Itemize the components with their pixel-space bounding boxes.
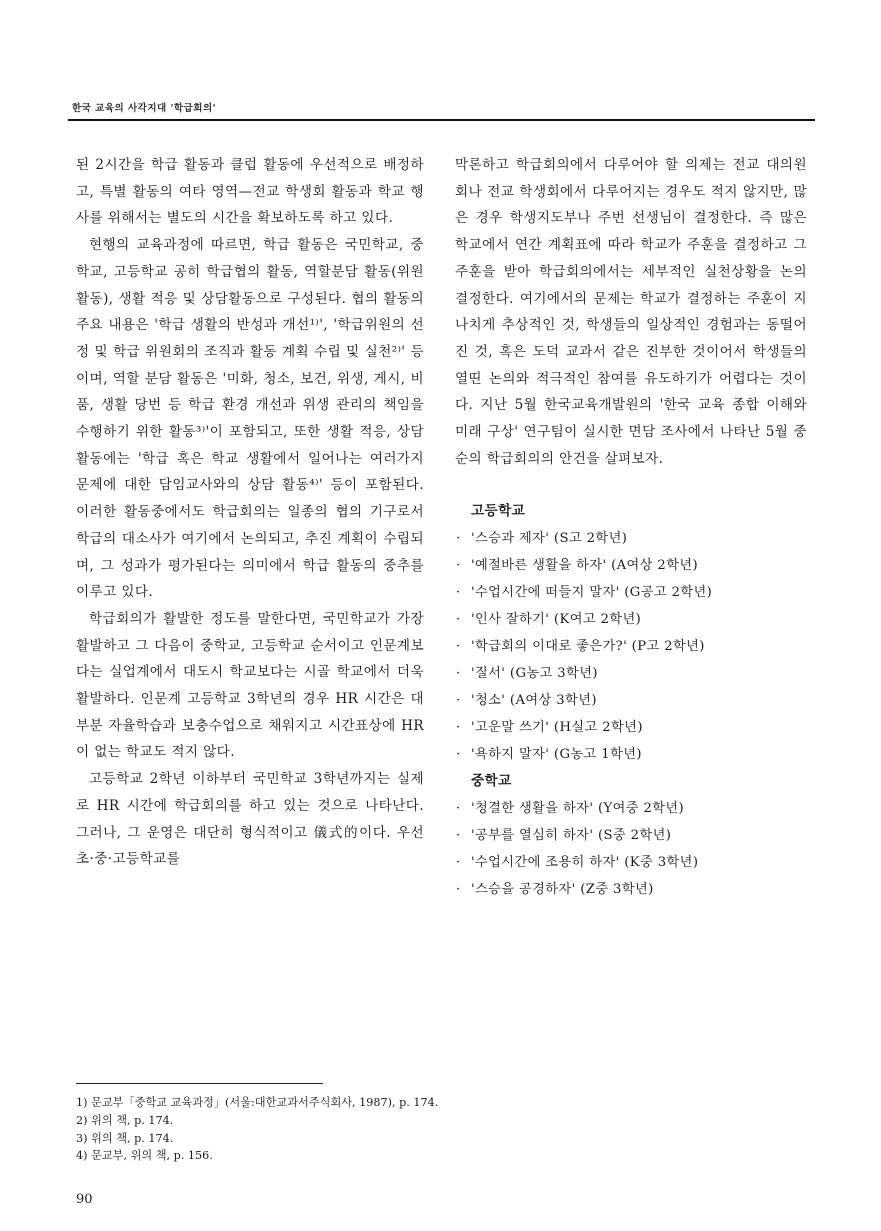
list-item xyxy=(455,741,807,768)
list-item xyxy=(455,633,807,660)
body-paragraph-1: 된 2시간을 학급 활동과 클럽 활동에 우선적으로 배정하고, 특별 활동의 여타 영역—전교 학생회 활동과 학교 행사를 위해서는 별도의 시간을 확보하도록 하고 있다. xyxy=(76,157,424,227)
footnote: 3) 위의 책, p. 174. xyxy=(76,1131,174,1145)
list-item-text: '청소' (A여상 3학년) xyxy=(471,693,597,709)
footnote-rule xyxy=(76,1083,323,1084)
page-number: 90 xyxy=(76,1192,93,1207)
list-item-text: '수업시간에 조용히 하자' (K중 3학년) xyxy=(471,855,699,871)
bullet-mark: · xyxy=(456,882,461,898)
bullet-mark: · xyxy=(456,639,461,655)
list-item-text: '학급회의 이대로 좋은가?' (P고 2학년) xyxy=(471,639,705,655)
body-paragraph-2: 현행의 교육과정에 따르면, 학급 활동은 국민학교, 중학교, 고등학교 공히 학급협의 활동, 역할분담 활동(위원활동), 생활 적응 및 상담활동으로 구성된다. 협의 활동의 주요 내용은 '학급 생활의 반성과 개선¹⁾', '학급위원의 선정 및 학급 위원회의 조직과 활동 계획 수립 및 실천²⁾' 등이며, 역할 분담 활동은 '미화, 청소, 보건, 위생, 게시, 비품, 생활 당번 등 학급 환경 개선과 위생 관리의 책임을 수행하기 위한 활동³⁾'이 포함되고, 또한 생활 적응, 상담 활동에는 '학급 혹은 학교 생활에서 일어나는 여러가지 문제에 대한 담임교사와의 상담 활동⁴⁾' 등이 포함된다. 이러한 활동중에서도 학급회의는 일종의 협의 기구로서 학급의 대소사가 여기에서 논의되고, 추진 계획이 수립되며, 그 성과가 평가된다는 의미에서 학급 활동의 중추를 이루고 있다. xyxy=(76,237,424,601)
footnote: 1) 문교부「중학교 교육과정」(서울:대한교과서주식회사, 1987), p. 174. xyxy=(76,1096,439,1109)
bullet-mark: · xyxy=(456,801,461,817)
body-paragraph-4: 고등학교 2학년 이하부터 국민학교 3학년까지는 실제로 HR 시간에 학급회의를 하고 있는 것으로 나타난다. 그러나, 그 운영은 대단히 형식적이고 儀式的이다. 우선 초·중·고등학교를 xyxy=(76,771,424,868)
bullet-mark: · xyxy=(456,531,461,547)
list-item-text: '질서' (G농고 3학년) xyxy=(471,666,598,682)
bullet-mark: · xyxy=(456,720,461,736)
bullet-mark: · xyxy=(456,612,461,628)
footnote: 2) 위의 책, p. 174. xyxy=(76,1113,174,1127)
footnote: 4) 문교부, 위의 책, p. 156. xyxy=(76,1149,213,1163)
list-item-text: '스승과 제자' (S고 2학년) xyxy=(471,531,628,547)
list-item xyxy=(455,876,807,903)
bullet-mark: · xyxy=(456,558,461,574)
bullet-mark: · xyxy=(456,585,461,601)
list-item-text: '예절바른 생활을 하자' (A여상 2학년) xyxy=(471,558,699,574)
list-item xyxy=(455,714,807,741)
list-item-text: '스승을 공경하자' (Z중 3학년) xyxy=(471,882,654,898)
list-item xyxy=(455,552,807,579)
body-paragraph-3: 학급회의가 활발한 정도를 말한다면, 국민학교가 가장 활발하고 그 다음이 중학교, 고등학교 순서이고 인문계보다는 실업계에서 대도시 학교보다는 시골 학교에서 더욱 활발하다. 인문계 고등학교 3학년의 경우 HR 시간은 대부분 자율학습과 보충수업으로 채워지고 시간표상에 HR이 없는 학교도 적지 않다. xyxy=(76,610,424,761)
list-item xyxy=(455,525,807,552)
left-column xyxy=(76,152,424,873)
bullet-mark: · xyxy=(456,666,461,682)
body-paragraph-5: 막론하고 학급회의에서 다루어야 할 의제는 전교 대의원회나 전교 학생회에서 다루어지는 경우도 적지 않지만, 많은 경우 학생지도부나 주번 선생님이 결정한다. 즉 많은 학교에서 연간 계획표에 따라 학교가 주훈을 결정하고 그 주훈을 받아 학급회의에서는 세부적인 실천상황을 논의 결정한다. 여기에서의 문제는 학교가 결정하는 주훈이 지나치게 추상적인 것, 학생들의 일상적인 경험과는 동떨어진 것, 혹은 도덕 교과서 같은 진부한 것이어서 학생들의 열띤 논의와 적극적인 참여를 유도하기가 어렵다는 것이다. 지난 5월 한국교육개발원의 '한국 교육 종합 이해와 미래 구상' 연구팀이 실시한 면담 조사에서 나타난 5월 중순의 학급회의의 안건을 살펴보자. xyxy=(455,157,807,467)
high-school-heading: 고등학교 xyxy=(471,503,526,520)
bullet-mark: · xyxy=(456,747,461,763)
list-item-text: '수업시간에 떠들지 말자' (G공고 2학년) xyxy=(471,585,713,601)
middle-school-heading: 중학교 xyxy=(471,773,512,790)
list-item-text: '청결한 생활을 하자' (Y여중 2학년) xyxy=(471,801,685,817)
list-item xyxy=(455,795,807,822)
middle-school-agenda-list xyxy=(455,795,807,903)
list-item-text: '인사 잘하기' (K여고 2학년) xyxy=(471,612,642,628)
list-item-text: '고운말 쓰기' (H실고 2학년) xyxy=(471,720,643,736)
list-item xyxy=(455,822,807,849)
bullet-mark: · xyxy=(456,855,461,871)
agenda-list-section xyxy=(455,498,807,903)
bullet-mark: · xyxy=(456,693,461,709)
high-school-agenda-list xyxy=(455,525,807,768)
list-item xyxy=(455,579,807,606)
right-column xyxy=(455,152,807,903)
bullet-mark: · xyxy=(456,828,461,844)
header-rule xyxy=(68,119,815,121)
list-item xyxy=(455,606,807,633)
list-item xyxy=(455,687,807,714)
list-item xyxy=(455,660,807,687)
footnotes xyxy=(76,1094,796,1165)
list-item-text: '욕하지 말자' (G농고 1학년) xyxy=(471,747,642,763)
list-item-text: '공부를 열심히 하자' (S중 2학년) xyxy=(471,828,672,844)
list-item xyxy=(455,849,807,876)
running-header: 한국 교육의 사각지대 '학급회의' xyxy=(72,103,217,114)
